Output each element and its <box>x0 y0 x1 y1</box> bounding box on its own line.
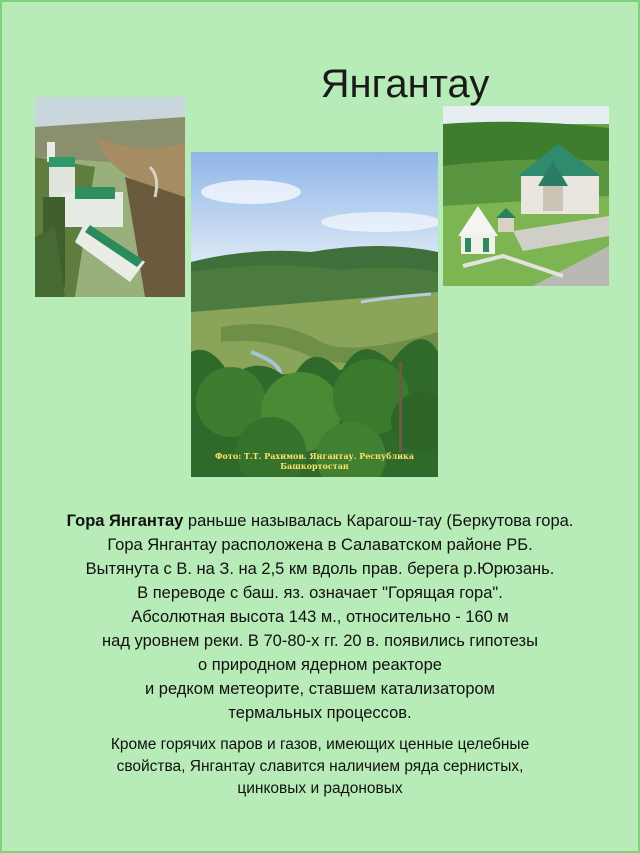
slide-title: Янгантау <box>320 62 490 106</box>
description-first-line <box>2 509 638 533</box>
description-line: Абсолютная высота 143 м., относительно - 160 м <box>131 608 509 626</box>
description-line: раньше называлась Карагош-тау (Беркутова гора. <box>183 512 574 530</box>
description-line: о природном ядерном реакторе <box>198 656 442 674</box>
healing-line: свойства, Янгантау славится наличием ряда сернистых, <box>116 758 524 775</box>
healing-line: Кроме горячих паров и газов, имеющих ценные целебные <box>110 736 530 753</box>
green-roof-building-photo <box>443 106 609 286</box>
description-line: термальных процессов. <box>228 704 412 722</box>
description-line: В переводе с баш. яз. означает "Горящая гора". <box>137 584 503 602</box>
description-line: Вытянута с В. на З. на 2,5 км вдоль прав. берега р.Юрюзань. <box>85 560 555 578</box>
mountain-name-bold: Гора Янгантау <box>66 512 184 530</box>
description-line: над уровнем реки. В 70-80-х гг. 20 в. появились гипотезы <box>102 632 538 650</box>
river-valley-photo <box>191 152 438 477</box>
healing-properties-paragraph <box>2 734 638 800</box>
healing-line: цинковых и радоновых <box>237 780 403 797</box>
aerial-sanatorium-photo <box>35 97 185 297</box>
description-line: и редком метеорите, ставшем катализатором <box>144 680 496 698</box>
photo-caption: Фото: Т.Т. Рахимов. Янгантау. Республика Башкортостан <box>214 451 415 471</box>
description-paragraph <box>2 509 638 725</box>
description-line: Гора Янгантау расположена в Салаватском районе РБ. <box>107 536 533 554</box>
